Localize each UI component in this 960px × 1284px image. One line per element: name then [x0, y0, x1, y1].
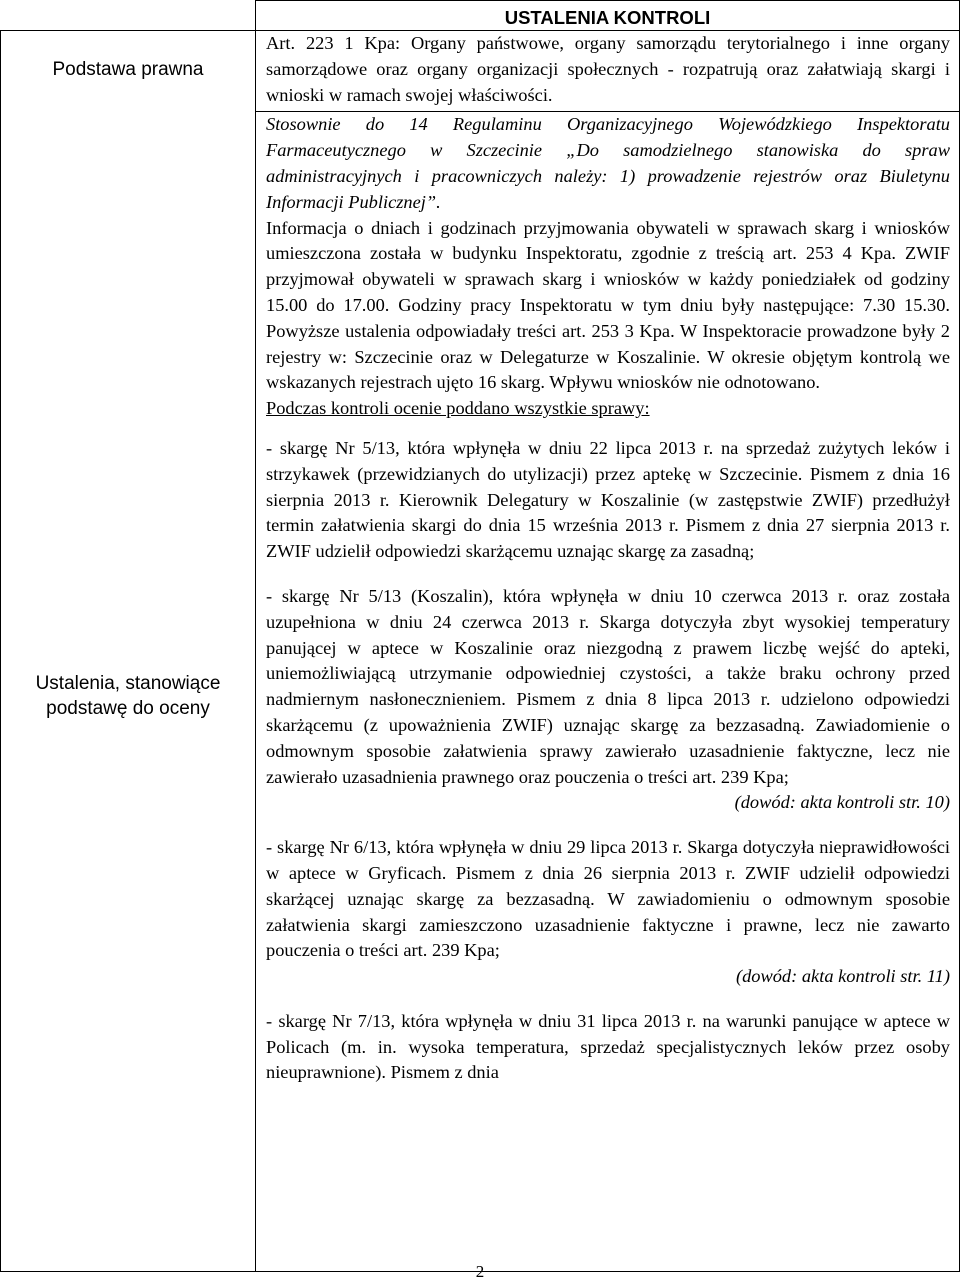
- review-heading: Podczas kontroli ocenie poddano wszystkie sprawy:: [266, 398, 650, 419]
- case-paragraph: - skargę Nr 5/13, która wpłynęła w dniu 22 lipca 2013 r. na sprzedaż zużytych leków i strzykawek (przewidzianych do utylizacji) przez aptekę w Szczecinie. Pismem z dnia 16 sierpnia 2013 r. Kierownik Delegatury w Koszalinie (w zastępstwie ZWIF) przedłużył termin załatwienia skargi do dnia 15 września 2013 r. Pismem z dnia 27 sierpnia 2013 r. ZWIF udzielił odpowiedzi skarżącemu uznając skargę za zasadną;: [266, 437, 950, 562]
- proof-reference: (dowód: akta kontroli str. 11): [735, 966, 950, 987]
- hours-paragraph: Informacja o dniach i godzinach przyjmowania obywateli w sprawach skarg i wniosków umieszczona została w budynku Inspektoratu, zgodnie z treścią art. 253 4 Kpa. ZWIF przyjmował obywateli w sprawach skarg i wniosków w każdy poniedziałek od godziny 15.00 do 17.00. Godziny pracy Inspektoratu w tym dniu były następujące: 7.30 15.30. Powyższe ustalenia odpowiadały treści art. 253 3 Kpa. W Inspektoracie prowadzone były 2 rejestry w: Szczecinie oraz w Delegaturze w Koszalinie. W okresie objętym kontrolą we wskazanych rejestrach ujęto 16 skarg. Wpływu wniosków nie odnotowano.: [266, 217, 950, 393]
- content-cell: [256, 31, 960, 1272]
- case-paragraph: - skargę Nr 7/13, która wpłynęła w dniu 31 lipca 2013 r. na warunki panujące w aptece w Policach (m. in. wysoka temperatura, sprzedaż specjalistycznych leków przez osoby nieuprawnione). Pismem z dnia: [266, 1010, 950, 1083]
- page-number: 2: [475, 1262, 485, 1281]
- label-column: [1, 31, 256, 1272]
- proof-reference: (dowód: akta kontroli str. 10): [734, 792, 950, 813]
- section-title: USTALENIA KONTROLI: [256, 1, 960, 31]
- legal-basis-label: Podstawa prawna: [52, 59, 204, 80]
- legal-basis-text: Art. 223 1 Kpa: Organy państwowe, organy samorządu terytorialnego i inne organy samorządowe oraz organy organizacji społecznych - rozpatrują oraz załatwiają skargi i wnioski w ramach swojej właściwości.: [256, 31, 959, 112]
- empty-header-cell: [1, 1, 256, 31]
- findings-label: Ustalenia, stanowiące podstawę do oceny: [35, 673, 221, 719]
- regulation-paragraph: Stosownie do 14 Regulaminu Organizacyjnego Wojewódzkiego Inspektoratu Farmaceutycznego w Szczecinie „Do samodzielnego stanowiska do spraw administracyjnych i pracowniczych należy: 1) prowadzenie rejestrów oraz Biuletynu Informacji Publicznej”.: [266, 114, 950, 212]
- case-paragraph: - skargę Nr 5/13 (Koszalin), która wpłynęła w dniu 10 czerwca 2013 r. oraz została uzupełniona w dniu 24 czerwca 2013 r. Skarga dotyczyła zbyt wysokiej temperatury panującej w aptece w Koszalinie oraz niezgodną z prawem liczbę wejść do apteki, uniemożliwiającą utrzymanie odpowiedniej czystości, a także braku ochrony przed nadmiernym nasłonecznieniem. Pismem z dnia 8 lipca 2013 r. udzielono odpowiedzi skarżącemu (z upoważnienia ZWIF) uznając skargę za bezzasadną. Zawiadomienie o odmownym sposobie załatwienia sprawy zawierało uzasadnienie faktyczne, lecz nie zawierało uzasadnienia prawnego oraz pouczenia o treści art. 239 Kpa;: [266, 585, 950, 787]
- case-paragraph: - skargę Nr 6/13, która wpłynęła w dniu 29 lipca 2013 r. Skarga dotyczyła nieprawidłowości w aptece w Gryficach. Pismem z dnia 26 sierpnia 2013 r. ZWIF udzielił odpowiedzi skarżącej uznając skargę za bezzasadną. W zawiadomieniu o odmownym sposobie załatwienia skargi zamieszczono uzasadnienie faktyczne i prawne, lecz nie zawarto pouczenia o treści art. 239 Kpa;: [266, 837, 950, 961]
